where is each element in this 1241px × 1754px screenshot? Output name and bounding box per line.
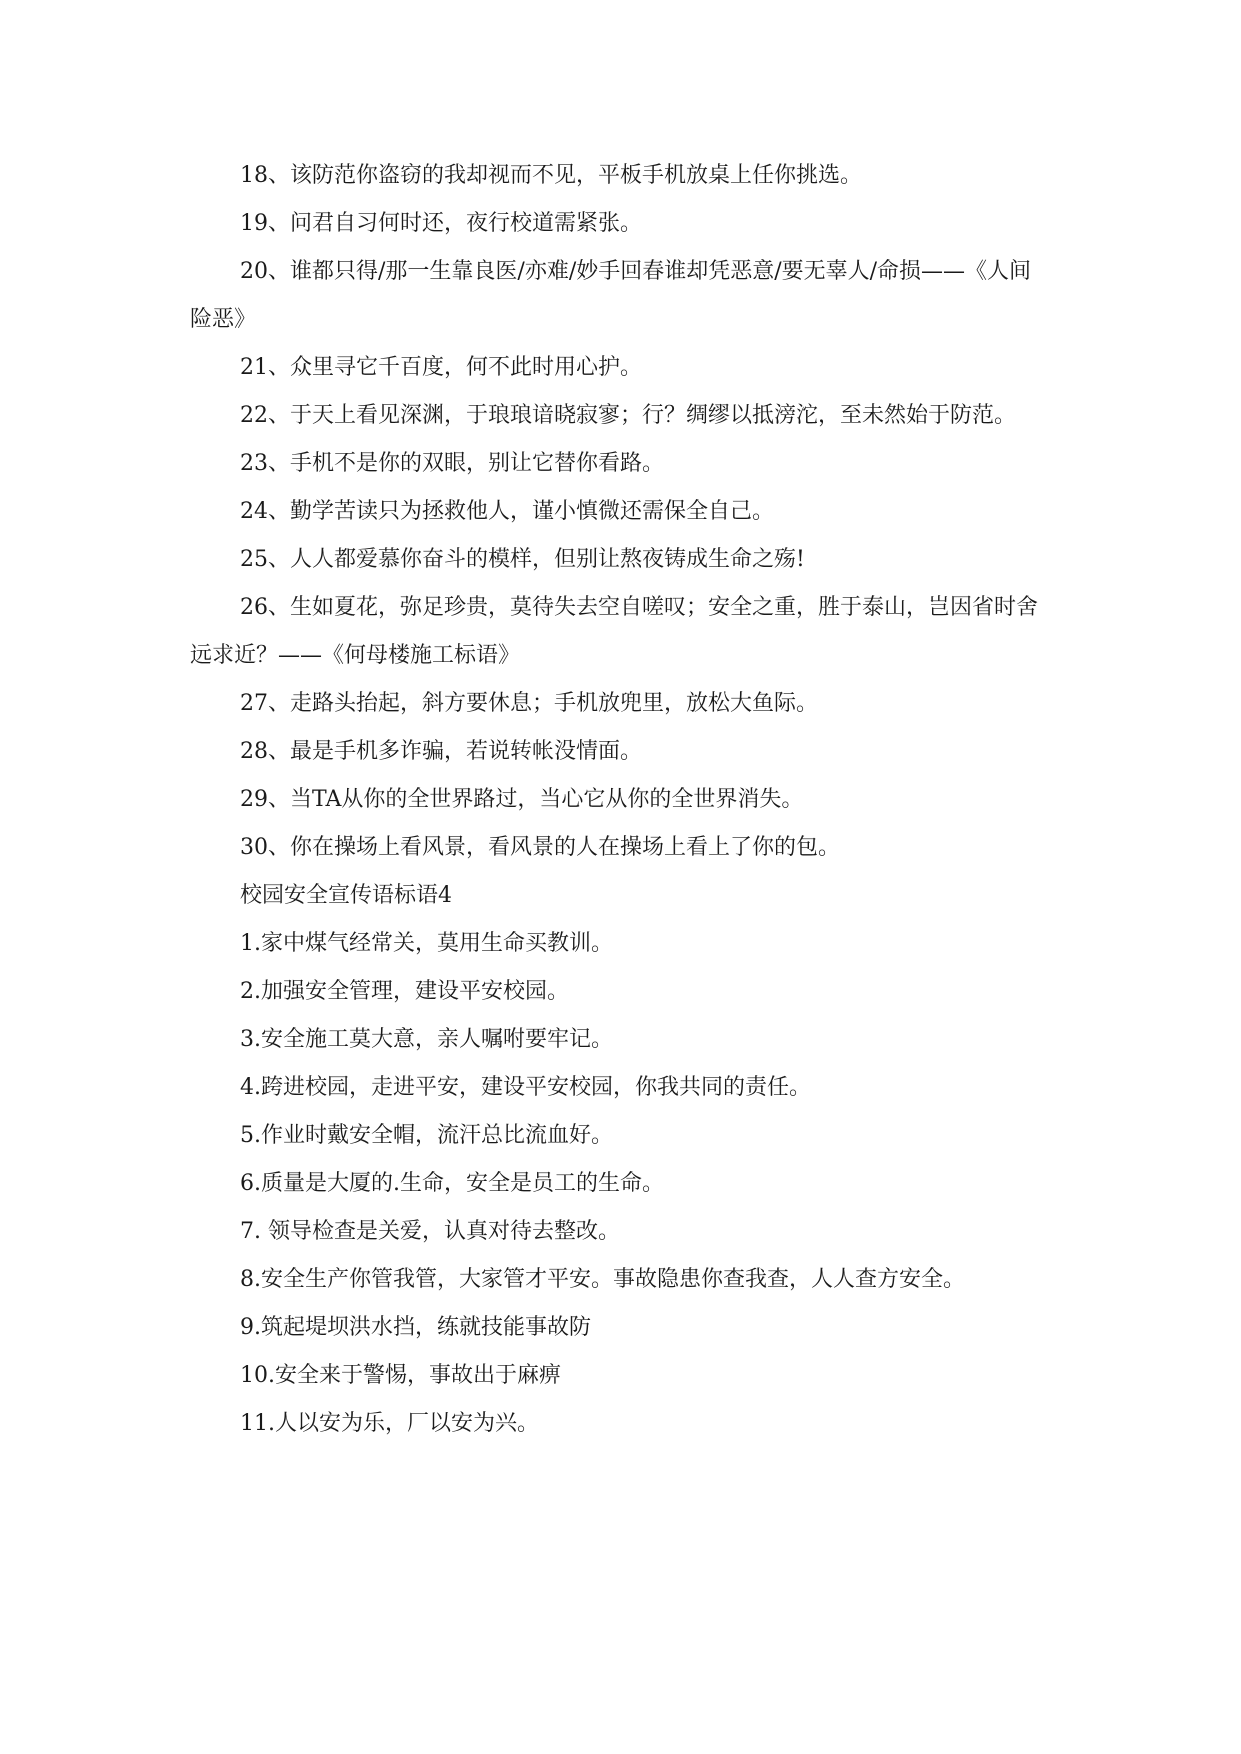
list-item-9: 9.筑起堤坝洪水挡，练就技能事故防 [240, 1315, 591, 1340]
paragraph-27: 27、走路头抬起，斜方要休息；手机放兜里，放松大鱼际。 [240, 691, 818, 716]
paragraph-26: 26、生如夏花，弥足珍贵，莫待失去空自嗟叹；安全之重，胜于泰山，岂因省时舍远求近？——《何母楼施工标语》 [190, 595, 1038, 668]
list-item-7: 7. 领导检查是关爱，认真对待去整改。 [240, 1219, 620, 1244]
list-item-5: 5.作业时戴安全帽，流汗总比流血好。 [240, 1123, 613, 1148]
list-item-3: 3.安全施工莫大意，亲人嘱咐要牢记。 [240, 1027, 613, 1052]
section-heading: 校园安全宣传语标语4 [240, 883, 452, 908]
paragraph-23: 23、手机不是你的双眼，别让它替你看路。 [240, 451, 664, 476]
list-item-8: 8.安全生产你管我管，大家管才平安。事故隐患你查我查，人人查方安全。 [240, 1267, 965, 1292]
paragraph-28: 28、最是手机多诈骗，若说转帐没情面。 [240, 739, 642, 764]
paragraph-30: 30、你在操场上看风景，看风景的人在操场上看上了你的包。 [240, 835, 840, 860]
list-item-10: 10.安全来于警惕，事故出于麻痹 [240, 1363, 561, 1388]
list-item-1: 1.家中煤气经常关，莫用生命买教训。 [240, 931, 613, 956]
paragraph-25: 25、人人都爱慕你奋斗的模样，但别让熬夜铸成生命之殇! [240, 547, 805, 572]
list-item-2: 2.加强安全管理，建设平安校园。 [240, 979, 569, 1004]
list-item-4: 4.跨进校园，走进平安，建设平安校园，你我共同的责任。 [240, 1075, 811, 1100]
list-item-6: 6.质量是大厦的.生命，安全是员工的生命。 [240, 1171, 664, 1196]
paragraph-29: 29、当TA从你的全世界路过，当心它从你的全世界消失。 [240, 787, 804, 812]
paragraph-24: 24、勤学苦读只为拯救他人，谨小慎微还需保全自己。 [240, 499, 774, 524]
document-body [190, 152, 1040, 1448]
paragraph-20: 20、谁都只得/那一生靠良医/亦难/妙手回春谁却凭恶意/要无辜人/命损——《人间险恶》 [190, 259, 1032, 332]
list-item-11: 11.人以安为乐，厂以安为兴。 [240, 1411, 539, 1436]
paragraph-22: 22、于天上看见深渊，于琅琅谙晓寂寥；行？绸缪以抵滂沱，至未然始于防范。 [240, 403, 1016, 428]
paragraph-18: 18、该防范你盗窃的我却视而不见，平板手机放桌上任你挑选。 [240, 163, 862, 188]
paragraph-19: 19、问君自习何时还，夜行校道需紧张。 [240, 211, 642, 236]
paragraph-21: 21、众里寻它千百度，何不此时用心护。 [240, 355, 642, 380]
